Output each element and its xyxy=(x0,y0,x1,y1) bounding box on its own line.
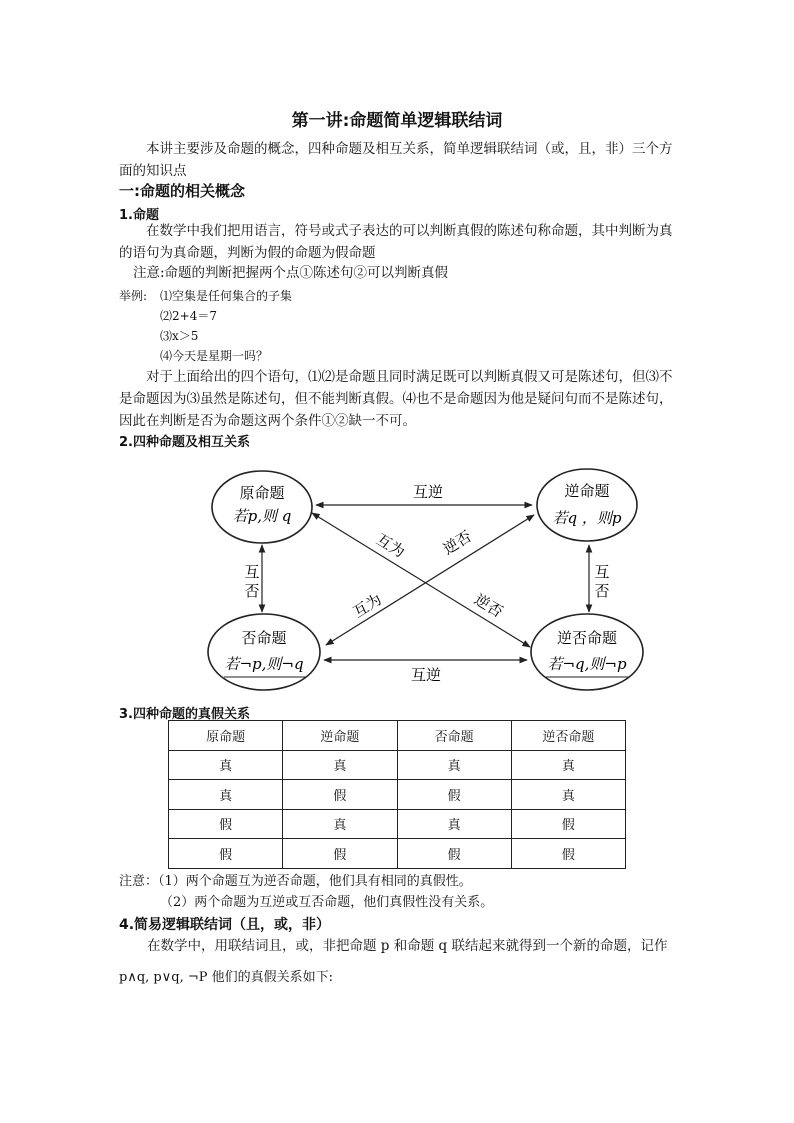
table-cell: 假 xyxy=(511,809,625,839)
diagonal-arrow-1 xyxy=(312,513,530,647)
example-label: 举例: xyxy=(119,289,148,303)
right-edge-label-2: 否 xyxy=(594,582,610,600)
explanation-paragraph: 对于上面给出的四个语句，⑴⑵是命题且同时满足既可以判断真假又可是陈述句，但⑶不是命题因为⑶虽然是陈述句，但不能判断真假。⑷也不是命题因为他是疑问句而不是陈述句，因此在判断是否为命题这两个条件①②缺一不可。 xyxy=(119,369,673,429)
contrapositive-form: 若¬q,则¬p xyxy=(547,655,627,673)
table-header-row xyxy=(169,721,626,751)
table-cell: 假 xyxy=(169,839,283,869)
converse-form: 若q ，则p xyxy=(552,509,622,527)
table-cell: 假 xyxy=(511,839,625,869)
section2-heading: 2.四种命题及相互关系 xyxy=(119,435,250,450)
example-item: ⑵2+4＝7 xyxy=(160,309,217,323)
connective-paragraph: 在数学中，用联结词且，或，非把命题 p 和命题 q 联结起来就得到一个新的命题，记作 xyxy=(147,938,668,954)
diagonal-label-c: 互为 xyxy=(349,590,385,622)
table-cell: 真 xyxy=(511,780,625,810)
top-edge-label: 互逆 xyxy=(412,483,444,501)
table-cell: 假 xyxy=(283,780,397,810)
table-header-cell: 否命题 xyxy=(397,721,511,751)
diagonal-label-d: 逆否 xyxy=(471,590,507,622)
converse-proposition-node xyxy=(537,469,637,541)
table-cell: 假 xyxy=(397,839,511,869)
bottom-edge-label: 互逆 xyxy=(410,666,442,684)
inverse-proposition-node xyxy=(208,614,320,690)
table-header-cell: 原命题 xyxy=(169,721,283,751)
left-edge-label-2: 否 xyxy=(244,582,260,600)
inverse-form: 若¬p,则¬q xyxy=(224,655,304,673)
table-cell: 真 xyxy=(169,780,283,810)
section1-sub-heading: 1.命题 xyxy=(119,208,159,223)
page-title: 第一讲:命题简单逻辑联结词 xyxy=(291,111,503,131)
example-item: ⑷今天是星期一吗？ xyxy=(160,349,269,363)
note-line: 注意:命题的判断把握两个点①陈述句②可以判断真假 xyxy=(133,265,449,281)
table-cell: 假 xyxy=(283,839,397,869)
table-row xyxy=(169,839,626,869)
table-note-2: （2）两个命题为互逆或互否命题，他们真假性没有关系。 xyxy=(160,895,494,910)
original-title: 原命题 xyxy=(239,484,285,502)
table-cell: 真 xyxy=(169,750,283,780)
original-form: 若p,则 q xyxy=(232,507,292,525)
section3-heading: 3.四种命题的真假关系 xyxy=(119,707,250,722)
table-cell: 假 xyxy=(169,809,283,839)
four-propositions-diagram xyxy=(0,455,794,705)
table-cell: 真 xyxy=(283,809,397,839)
diagonal-label-b: 逆否 xyxy=(439,527,475,559)
section1-heading: 一:命题的相关概念 xyxy=(119,182,245,200)
example-item: ⑶x＞5 xyxy=(160,329,199,343)
diagonal-arrow-2 xyxy=(326,515,534,645)
table-note-1: 注意：（1）两个命题互为逆否命题，他们具有相同的真假性。 xyxy=(119,874,472,889)
table-cell: 真 xyxy=(397,750,511,780)
definition-paragraph: 在数学中我们把用语言，符号或式子表达的可以判断真假的陈述句称命题，其中判断为真的语句为真命题，判断为假的命题为假命题 xyxy=(119,223,673,261)
table-cell: 假 xyxy=(397,780,511,810)
diagonal-label-a: 互为 xyxy=(373,530,409,562)
connective-formula: p∧q, p∨q, ¬P 他们的真假关系如下: xyxy=(119,970,333,985)
right-edge-label-1: 互 xyxy=(594,563,610,581)
left-edge-label-1: 互 xyxy=(244,563,260,581)
table-row xyxy=(169,809,626,839)
contrapositive-proposition-node xyxy=(531,614,643,690)
section4-heading: 4.简易逻辑联结词（且，或，非） xyxy=(119,917,331,933)
table-header-cell: 逆命题 xyxy=(283,721,397,751)
table-header-cell: 逆否命题 xyxy=(511,721,625,751)
table-row xyxy=(169,780,626,810)
inverse-title: 否命题 xyxy=(241,629,287,647)
table-cell: 真 xyxy=(283,750,397,780)
table-cell: 真 xyxy=(397,809,511,839)
table-row xyxy=(169,750,626,780)
truth-table xyxy=(168,720,626,869)
contrapositive-title: 逆否命题 xyxy=(556,629,618,647)
example-item: ⑴空集是任何集合的子集 xyxy=(160,289,293,303)
table-cell: 真 xyxy=(511,750,625,780)
converse-title: 逆命题 xyxy=(564,482,610,500)
intro-paragraph: 本讲主要涉及命题的概念，四种命题及相互关系，简单逻辑联结词（或，且，非）三个方面的知识点 xyxy=(119,141,673,179)
